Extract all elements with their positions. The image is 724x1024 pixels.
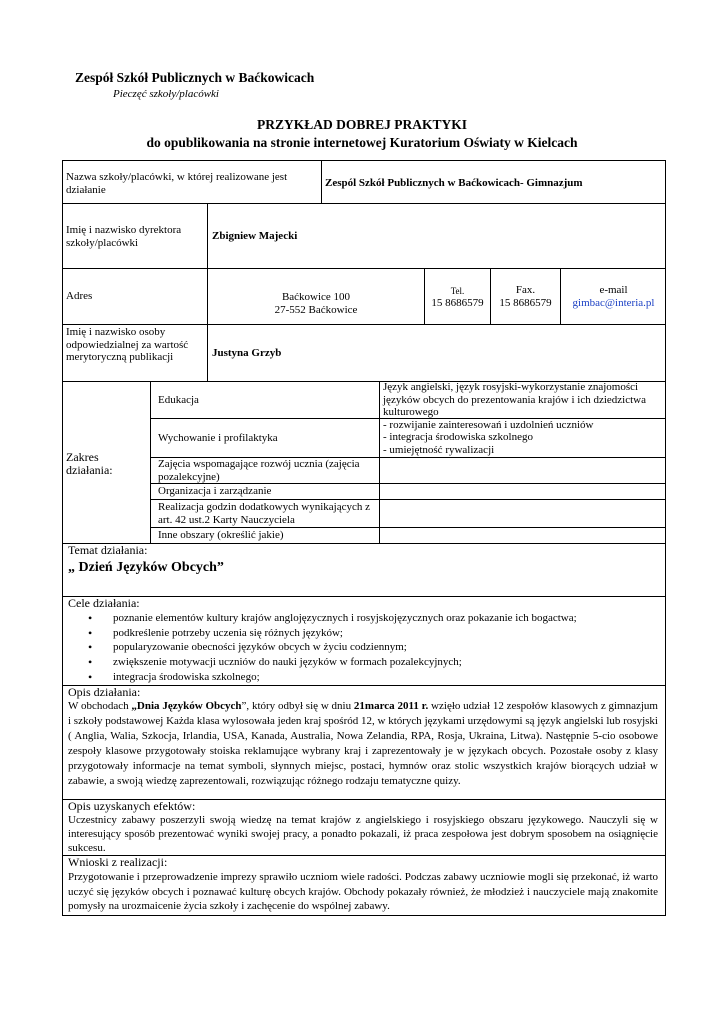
goal-item: • podkreślenie potrzeby uczenia się różnych języków;: [85, 626, 645, 641]
document-title: PRZYKŁAD DOBREJ PRAKTYKI: [256, 117, 467, 132]
goals-list: [85, 611, 645, 685]
topic-value: „ Dzień Języków Obcych”: [68, 560, 224, 575]
email-link[interactable]: gimbac@interia.pl: [572, 297, 655, 309]
tel-label: Tel.: [450, 286, 465, 296]
scope-row-value: Język angielski, język rosyjski-wykorzystanie znajomości języków obcych do prezentowania krajów i ich dziedzictwa kulturowego: [383, 381, 646, 418]
scope-row-label: Wychowanie i profilaktyka: [158, 432, 278, 444]
address-label: Adres: [66, 290, 93, 302]
scope-row-value-line: - umiejętność rywalizacji: [383, 444, 495, 456]
responsible-value: Justyna Grzyb: [212, 347, 282, 359]
goal-item: • poznanie elementów kultury krajów anglojęzycznych i rosyjskojęzycznych oraz pokazanie ich bogactwa;: [85, 611, 645, 626]
scope-label: Zakres działania:: [66, 450, 113, 477]
effects-label: Opis uzyskanych efektów:: [68, 799, 196, 813]
goal-item: • popularyzowanie obecności języków obcych w życiu codziennym;: [85, 640, 645, 655]
conclusions-text: Przygotowanie i przeprowadzenie imprezy sprawiło uczniom wiele radości. Podczas zabawy uczniowie mogli się przekonać, iż warto uczyć się języków obcych i poznawać kulturę obcych krajów. Obchody pokazały również, że młodzież i nauczyciele mają znakomite pomysły na urozmaicenie życia szkoły i zachęcenie do wspólnej zabawy.: [68, 871, 658, 912]
document-subtitle: do opublikowania na stronie internetowej Kuratorium Oświaty w Kielcach: [146, 135, 578, 150]
school-label: Nazwa szkoły/placówki, w której realizowane jest działanie: [66, 171, 288, 196]
stamp-caption: Pieczęć szkoły/placówki: [113, 88, 219, 100]
topic-label: Temat działania:: [68, 543, 148, 557]
fax-label: Fax.: [515, 284, 536, 296]
fax-value: 15 8686579: [499, 297, 552, 309]
scope-row-value-line: - rozwijanie zainteresowań i uzdolnień uczniów: [383, 419, 594, 431]
scope-row-value-line: - integracja środowiska szkolnego: [383, 431, 533, 443]
address-line1: Baćkowice 100: [281, 291, 351, 303]
school-value: Zespól Szkół Publicznych w Baćkowicach- Gimnazjum: [325, 177, 583, 189]
scope-row-label: Realizacja godzin dodatkowych wynikających z art. 42 ust.2 Karty Nauczyciela: [158, 501, 370, 526]
scope-row-label: Organizacja i zarządzanie: [158, 485, 272, 497]
description-text: W obchodach „Dnia Języków Obcych”, który odbył się w dniu 21marca 2011 r. wzięło udział 12 zespołów klasowych z gimnazjum i szkoły podstawowej Każda klasa wylosowała jeden kraj spośród 12, w których językami urzędowymi są język angielski lub rosyjski ( Anglia, Walia, Szkocja, Irlandia, USA, Kanada, Australia, Nowa Zelandia, RPA, Rosja, Ukraina, Litwa). Następnie 5-cio osobowe zespoły klasowe przygotowały stoiska reklamujące wybrany kraj i zaprezentowały je w językach obcych. Pozostałe osoby z klasy przygotowały informacje na temat symboli, słynnych miejsc, postaci, hymnów oraz stolic wszystkich krajów biorących udział w zabawie, a swoją wiedzę zaprezentowali, rozwiązując różnego rodzaju tematyczne quizy.: [68, 700, 658, 787]
description-label: Opis działania:: [68, 685, 141, 699]
responsible-label: Imię i nazwisko osoby odpowiedzialnej za wartość merytoryczną publikacji: [66, 326, 189, 363]
goal-item: • integracja środowiska szkolnego;: [85, 670, 645, 685]
director-value: Zbigniew Majecki: [212, 230, 298, 242]
tel-value: 15 8686579: [431, 297, 484, 309]
scope-row-label: Inne obszary (określić jakie): [158, 529, 284, 541]
goals-label: Cele działania:: [68, 596, 140, 610]
scope-row-label: Edukacja: [158, 394, 199, 406]
effects-text: Uczestnicy zabawy poszerzyli swoją wiedzę na temat krajów z angielskiego i rosyjskiego obszaru językowego. Nauczyli się w interesujący sposób prezentować wyniki swojej pracy, a ponadto pokazali, iż praca zespołowa jest dobrym sposobem na osiągnięcie sukcesu.: [68, 814, 658, 854]
goal-item: • zwiększenie motywacji uczniów do nauki języków w formach pozalekcyjnych;: [85, 655, 645, 670]
school-header: Zespół Szkół Publicznych w Baćkowicach: [75, 70, 315, 85]
director-label: Imię i nazwisko dyrektora szkoły/placówki: [66, 224, 182, 249]
conclusions-label: Wnioski z realizacji:: [68, 855, 168, 869]
address-line2: 27-552 Baćkowice: [274, 304, 358, 316]
email-label: e-mail: [599, 284, 628, 296]
scope-row-label: Zajęcia wspomagające rozwój ucznia (zajęcia pozalekcyjne): [158, 458, 360, 483]
